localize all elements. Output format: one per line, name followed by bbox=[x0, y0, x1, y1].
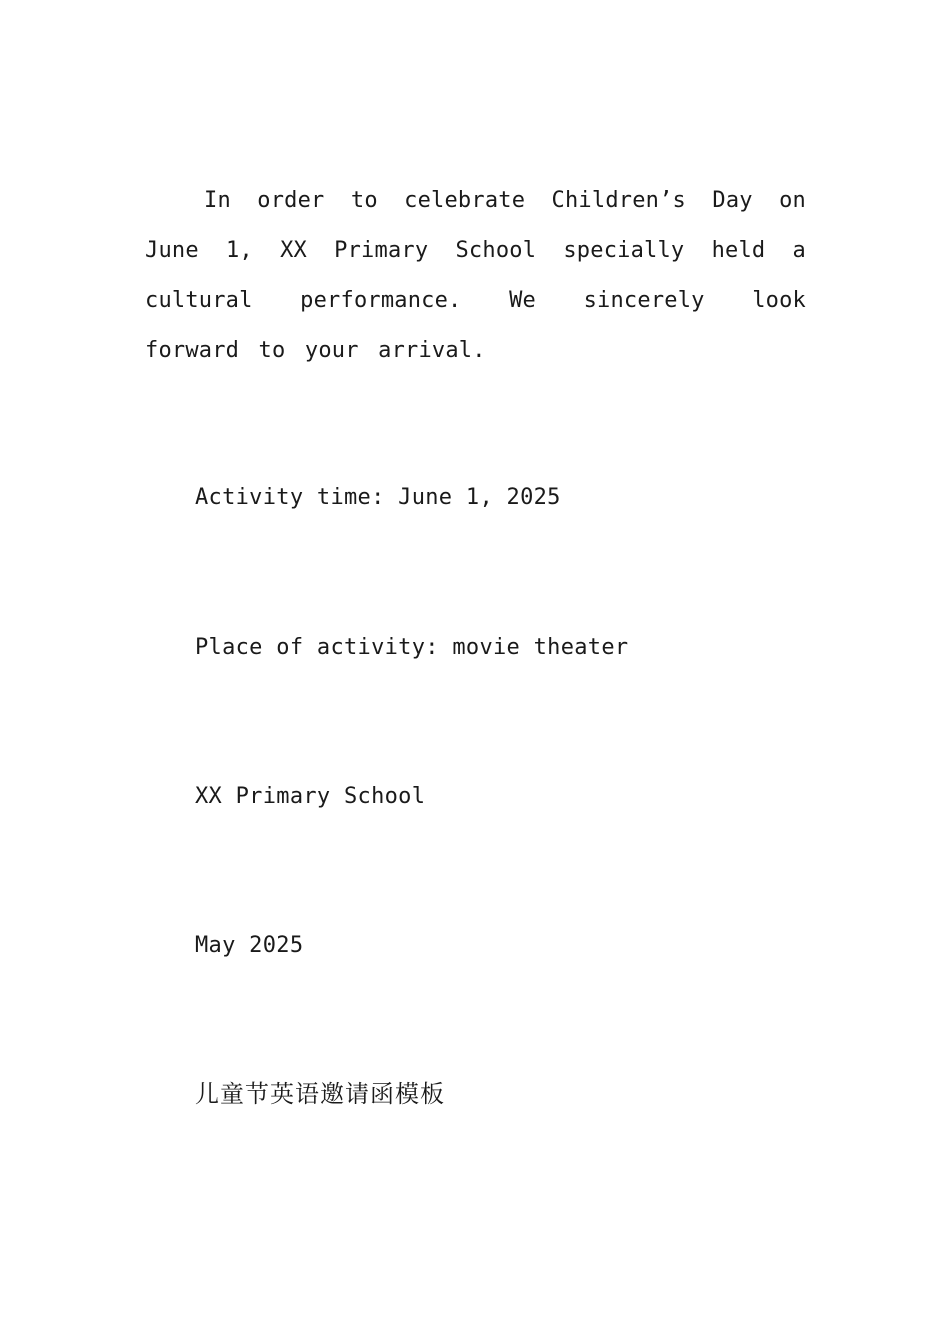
sender-name: XX Primary School bbox=[195, 784, 426, 809]
footer-title: 儿童节英语邀请函模板 bbox=[195, 1080, 445, 1108]
activity-time-line: Activity time: June 1, 2025 bbox=[195, 485, 561, 510]
letter-date: May 2025 bbox=[195, 933, 304, 958]
invitation-paragraph: In order to celebrate Children’s Day on June 1, XX Primary School specially held a cultural performance. We sincerely look forward to your arrival. bbox=[145, 188, 806, 363]
activity-place-line: Place of activity: movie theater bbox=[195, 635, 629, 660]
